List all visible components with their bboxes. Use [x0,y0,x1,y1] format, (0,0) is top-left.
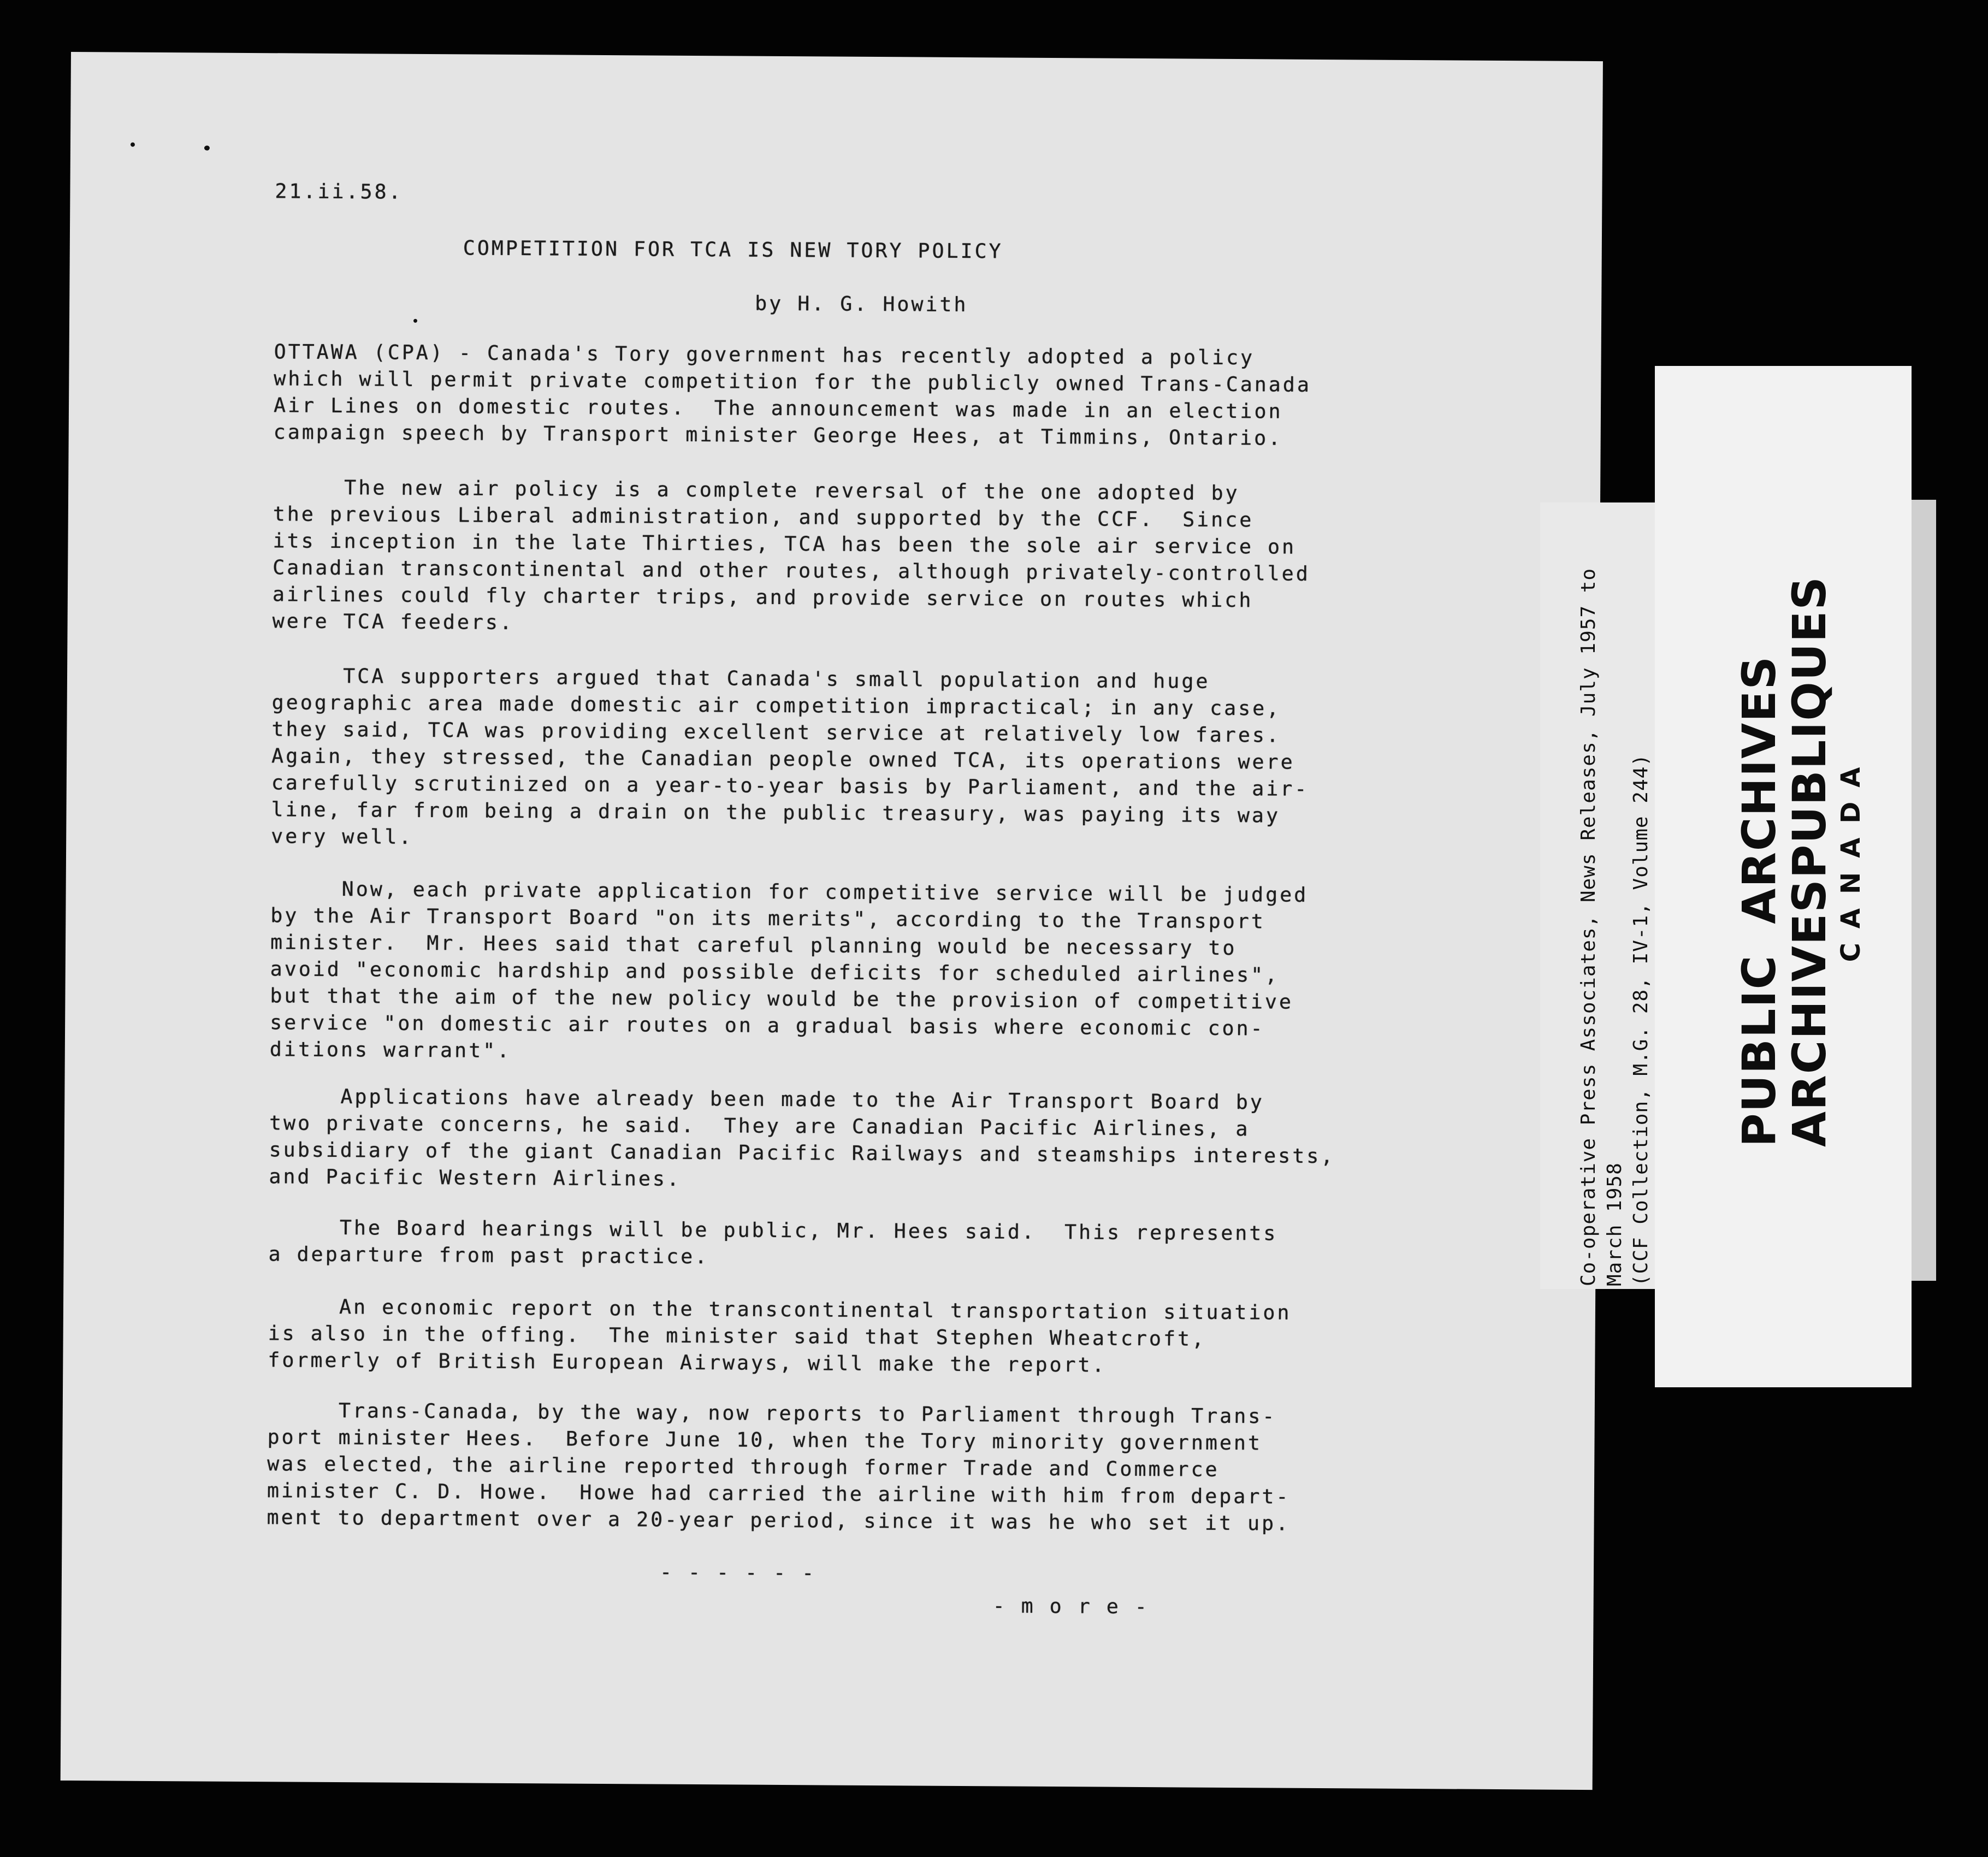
public-archives-stamp [1732,576,1867,1147]
stamp-row-1 [1734,655,1784,1147]
text-line: Again, they stressed, the Canadian people owned TCA, its operations were [271,744,1295,774]
paragraph-1 [274,338,1312,452]
text-line: and Pacific Western Airlines. [269,1164,682,1191]
text-line: two private concerns, he said. They are Canadian Pacific Airlines, a [269,1111,1250,1141]
text-line: OTTAWA (CPA) - Canada's Tory government has recently adopted a policy [274,340,1255,370]
paragraph-6 [268,1214,1277,1273]
paragraph-7 [268,1293,1291,1379]
stamp-archives-en: ARCHIVES [1732,655,1786,924]
text-line: Now, each private application for competitive service will be judged [270,877,1309,907]
text-line: airlines could fly charter trips, and provide service on routes which [272,582,1253,612]
paragraph-8 [267,1397,1291,1536]
text-line: they said, TCA was providing excellent service at relatively low fares. [271,717,1281,747]
text-line: minister. Mr. Hees said that careful planning would be necessary to [270,930,1237,960]
text-line: campaign speech by Transport minister George Hees, at Timmins, Ontario. [273,420,1283,450]
archive-caption [1576,500,1654,1286]
dust-speck [413,319,417,323]
paragraph-5 [269,1083,1335,1196]
text-line: was elected, the airline reported through former Trade and Commerce [267,1452,1220,1481]
text-line: ditions warrant". [269,1037,512,1062]
stamp-row-2 [1783,576,1836,1147]
text-line: line, far from being a drain on the public treasury, was paying its way [271,797,1281,827]
document-byline: by H. G. Howith [755,291,968,317]
text-line: but that the aim of the new policy would be the provision of competitive [270,984,1294,1014]
text-line: a departure from past practice. [268,1242,709,1269]
caption-line: March 1958 [1604,1162,1626,1286]
stamp-archives-fr: ARCHIVES [1783,878,1836,1147]
dust-speck [131,143,135,147]
text-line: formerly of British European Airways, will make the report. [268,1348,1107,1377]
text-line: service "on domestic air routes on a gradual basis where economic con- [270,1010,1265,1040]
text-line: subsidiary of the giant Canadian Pacific Railways and steamships interests, [269,1138,1335,1168]
text-line: were TCA feeders. [272,609,514,634]
text-line: is also in the offing. The minister said that Stephen Wheatcroft, [268,1321,1206,1351]
text-line: geographic area made domestic air competition impractical; in any case, [271,690,1281,720]
text-line: The Board hearings will be public, Mr. Hees said. This represents [268,1215,1278,1245]
text-line: TCA supporters argued that Canada's small population and huge [271,664,1210,693]
stamp-publiques: PUBLIQUES [1783,576,1836,879]
text-line: very well. [271,824,413,849]
text-line: Air Lines on domestic routes. The announcement was made in an election [273,393,1283,423]
typewritten-page [61,52,1603,1790]
text-line: port minister Hees. Before June 10, when the Tory minority government [267,1425,1263,1455]
text-line: carefully scrutinized on a year-to-year basis by Parliament, and the air- [271,771,1309,801]
stamp-canada: CANADA [1836,753,1866,962]
stamp-public: PUBLIC [1732,954,1786,1147]
text-line: The new air policy is a complete reversal of the one adopted by [273,475,1240,505]
text-line: minister C. D. Howe. Howe had carried the airline with him from depart- [267,1478,1291,1509]
dust-speck [204,145,210,150]
paragraph-4 [270,875,1309,1069]
paragraph-3 [271,662,1310,856]
text-line: which will permit private competition for the publicly owned Trans-Canada [274,366,1312,397]
document-title: COMPETITION FOR TCA IS NEW TORY POLICY [463,236,1003,263]
text-line: Applications have already been made to the Air Transport Board by [269,1084,1264,1114]
more-marker: - m o r e - [992,1594,1150,1619]
text-line: An economic report on the transcontinental transportation situation [268,1294,1292,1324]
caption-line: Co-operative Press Associates, News Releases, July 1957 to [1577,567,1600,1286]
text-line: Trans-Canada, by the way, now reports to Parliament through Trans- [267,1398,1277,1428]
caption-line: (CCF Collection, M.G. 28, IV-1, Volume 244) [1630,754,1652,1286]
text-line: avoid "economic hardship and possible deficits for scheduled airlines", [270,957,1280,987]
text-line: ment to department over a 20-year period, since it was he who set it up. [267,1505,1291,1535]
text-line: Canadian transcontinental and other routes, although privately-controlled [273,555,1310,586]
section-separator: - - - - - - [659,1560,816,1585]
paragraph-2 [272,474,1310,641]
text-line: its inception in the late Thirties, TCA has been the sole air service on [273,529,1297,559]
text-line: by the Air Transport Board "on its merits", according to the Transport [270,903,1265,933]
document-date: 21.ii.58. [275,179,403,204]
text-line: the previous Liberal administration, and supported by the CCF. Since [273,502,1254,532]
